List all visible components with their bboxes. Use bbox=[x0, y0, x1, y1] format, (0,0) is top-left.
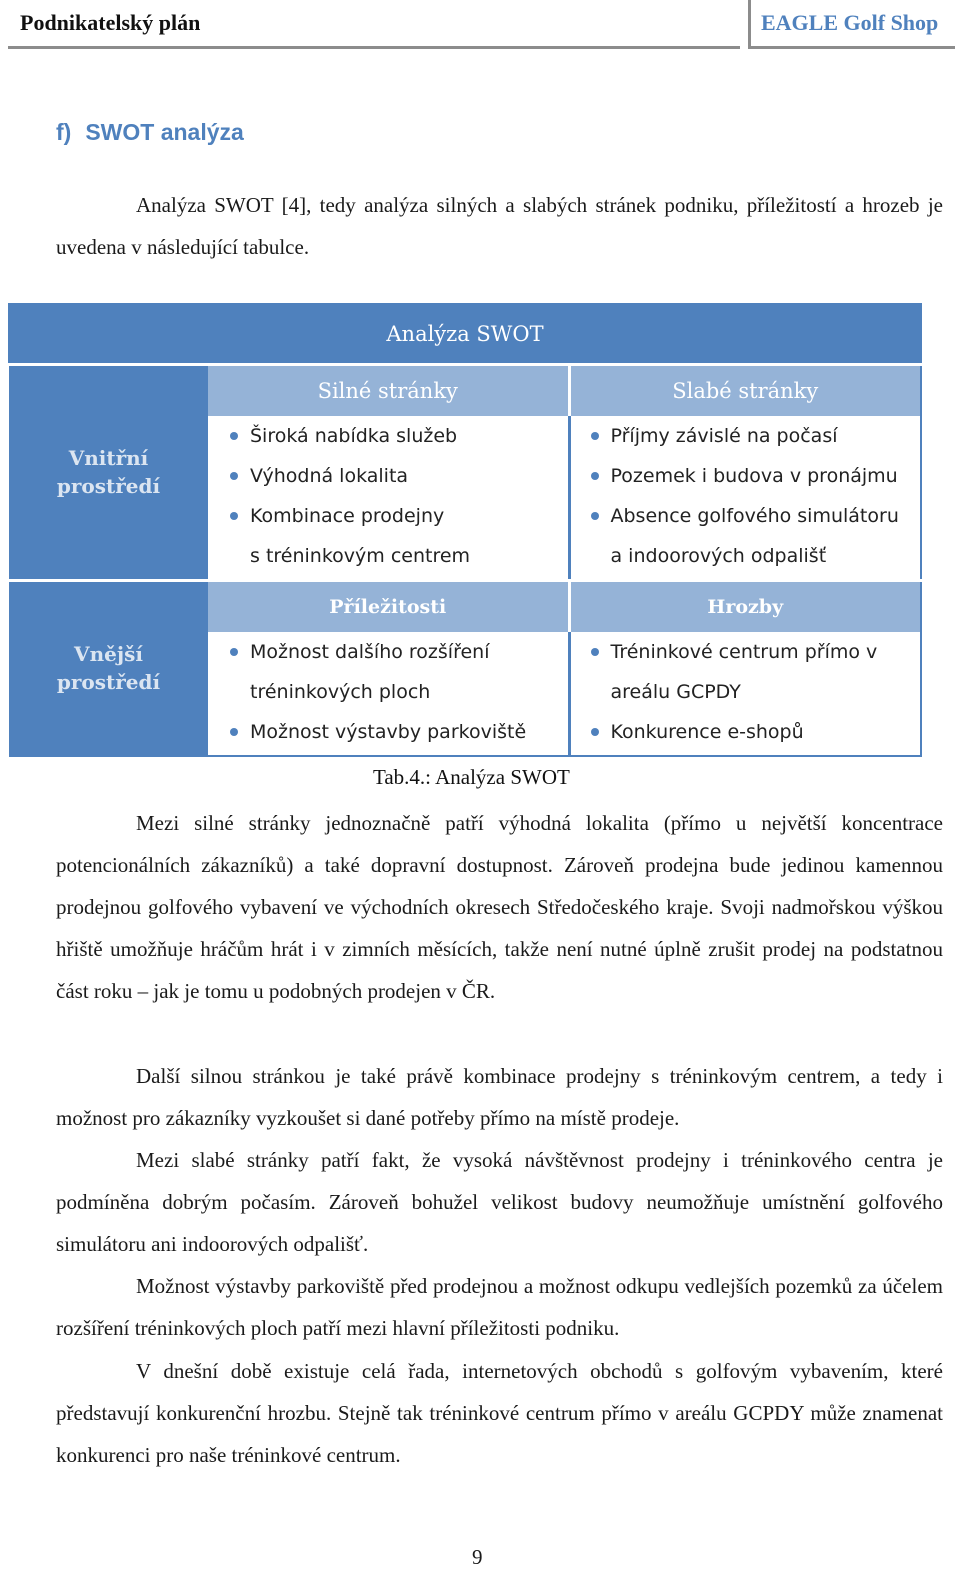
swot-table-title: Analýza SWOT bbox=[9, 304, 921, 365]
header-company-name: EAGLE Golf Shop bbox=[761, 10, 939, 35]
section-title: SWOT analýza bbox=[85, 119, 244, 145]
swot-table bbox=[8, 303, 922, 757]
list-item: Výhodná lokalita bbox=[230, 456, 568, 496]
list-item: Absence golfového simulátoru bbox=[591, 496, 921, 536]
strengths-list bbox=[208, 416, 568, 576]
body-paragraph: Další silnou stránkou je také právě kombinace prodejny s tréninkovým centrem, a tedy i možnost pro zákazníky vyzkoušet si dané potřeby přímo na místě prodeje. bbox=[56, 1064, 943, 1130]
list-item: Možnost výstavby parkoviště bbox=[230, 712, 568, 752]
header-left-cell bbox=[8, 0, 740, 49]
list-item: Kombinace prodejny bbox=[230, 496, 568, 536]
section-heading bbox=[56, 119, 244, 146]
list-item: Tréninkové centrum přímo v bbox=[591, 632, 921, 672]
list-item-continuation: tréninkových ploch bbox=[250, 680, 431, 703]
list-item-continuation: areálu GCPDY bbox=[610, 680, 741, 703]
opportunities-list bbox=[208, 632, 568, 752]
external-environment-label bbox=[9, 580, 208, 756]
intro-paragraph: Analýza SWOT [4], tedy analýza silných a slabých stránek podniku, příležitostí a hrozeb je uvedena v následující tabulce. bbox=[56, 193, 943, 259]
strengths-heading: Silné stránky bbox=[208, 365, 569, 417]
internal-environment-label bbox=[9, 365, 208, 581]
page-number: 9 bbox=[472, 1545, 483, 1569]
list-item: Široká nabídka služeb bbox=[230, 416, 568, 456]
list-item-continuation: a indoorových odpališť bbox=[610, 545, 827, 567]
strengths-cell bbox=[208, 416, 569, 580]
threats-cell bbox=[569, 632, 921, 756]
weaknesses-heading: Slabé stránky bbox=[569, 365, 921, 417]
opportunities-cell bbox=[208, 632, 569, 756]
table-caption: Tab.4.: Analýza SWOT bbox=[373, 765, 570, 789]
body-paragraph: Možnost výstavby parkoviště před prodejnou a možnost odkupu vedlejších pozemků za účelem rozšíření tréninkových ploch patří mezi hlavní příležitosti podniku. bbox=[56, 1274, 943, 1340]
list-item: Příjmy závislé na počasí bbox=[591, 416, 921, 456]
list-item: Pozemek i budova v pronájmu bbox=[591, 456, 921, 496]
internal-environment-text: Vnitřní prostředí bbox=[56, 446, 161, 499]
body-paragraph: Mezi silné stránky jednoznačně patří výhodná lokalita (přímo u největší koncentrace potencionálních zákazníků) a také dopravní dostupnost. Zároveň prodejna bude jedinou kamennou prodejnou golfového vybavení ve východních okresech Středočeského kraje. Svoji nadmořskou výškou hřiště umožňuje hráčům hrát i v zimních měsících, takže není nutné úplně zrušit prodej na podstatnou část roku – jak je tomu u podobných prodejen v ČR. bbox=[56, 811, 943, 1003]
section-number: f) bbox=[56, 119, 72, 145]
threats-list bbox=[571, 632, 921, 752]
list-item-continuation: s tréninkovým centrem bbox=[250, 545, 471, 567]
body-paragraph: Mezi slabé stránky patří fakt, že vysoká návštěvnost prodejny i tréninkového centra je podmíněna dobrým počasím. Zároveň bohužel velikost budovy neumožňuje umístnění golfového simulátoru ani indoorových odpališť. bbox=[56, 1148, 943, 1256]
header-right-cell bbox=[748, 0, 955, 49]
opportunities-heading: Příležitosti bbox=[208, 580, 569, 632]
weaknesses-list bbox=[571, 416, 921, 576]
threats-heading: Hrozby bbox=[569, 580, 921, 632]
header-document-title: Podnikatelský plán bbox=[20, 10, 201, 35]
external-environment-text: Vnější prostředí bbox=[56, 642, 161, 694]
body-paragraph: V dnešní době existuje celá řada, internetových obchodů s golfovým vybavením, které představují konkurenční hrozbu. Stejně tak tréninkové centrum přímo v areálu GCPDY může znamenat konkurenci pro naše tréninkové centrum. bbox=[56, 1359, 943, 1467]
weaknesses-cell bbox=[569, 416, 921, 580]
page-header bbox=[8, 0, 952, 48]
list-item: Možnost dalšího rozšíření bbox=[230, 632, 568, 672]
list-item: Konkurence e-shopů bbox=[591, 712, 921, 752]
